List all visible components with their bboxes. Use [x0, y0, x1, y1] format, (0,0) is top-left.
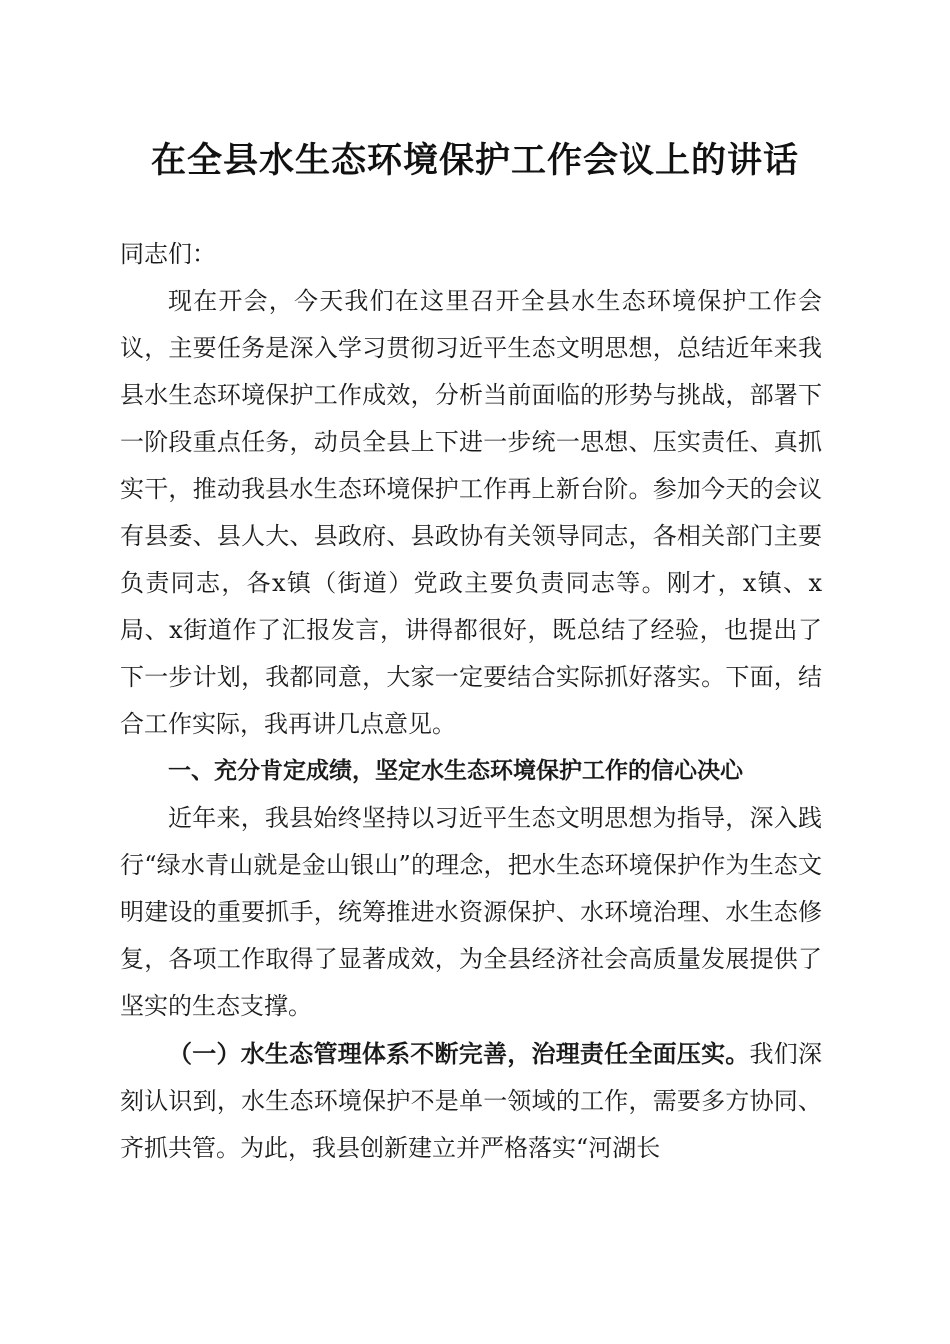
salutation: 同志们：: [120, 240, 216, 268]
section-heading-1: 一、充分肯定成绩，坚定水生态环境保护工作的信心决心: [168, 758, 743, 784]
document-title: 在全县水生态环境保护工作会议上的讲话: [150, 140, 799, 181]
subsection-body-1: 我们深刻认识到，水生态环境保护不是单一领域的工作，需要多方协同、齐抓共管。为此，我县创新建立并严格落实“河湖长: [120, 1040, 823, 1162]
paragraph-intro: 现在开会，今天我们在这里召开全县水生态环境保护工作会议，主要任务是深入学习贯彻习近平生态文明思想，总结近年来我县水生态环境保护工作成效，分析当前面临的形势与挑战，部署下一阶段重点任务，动员全县上下进一步统一思想、压实责任、真抓实干，推动我县水生态环境保护工作再上新台阶。参加今天的会议有县委、县人大、县政府、县政协有关领导同志，各相关部门主要负责同志，各x镇（街道）党政主要负责同志等。刚才，x镇、x局、x街道作了汇报发言，讲得都很好，既总结了经验，也提出了下一步计划，我都同意，大家一定要结合实际抓好落实。下面，结合工作实际，我再讲几点意见。: [120, 287, 822, 738]
paragraph-subsection-1: [120, 1030, 822, 1172]
document-body: [120, 231, 822, 1172]
paragraph-section-1: 近年来，我县始终坚持以习近平生态文明思想为指导，深入践行“绿水青山就是金山银山”的理念，把水生态环境保护作为生态文明建设的重要抓手，统筹推进水资源保护、水环境治理、水生态修复，各项工作取得了显著成效，为全县经济社会高质量发展提供了坚实的生态支撑。: [120, 804, 822, 1020]
subsection-heading-1: （一）水生态管理体系不断完善，治理责任全面压实。: [168, 1039, 750, 1068]
